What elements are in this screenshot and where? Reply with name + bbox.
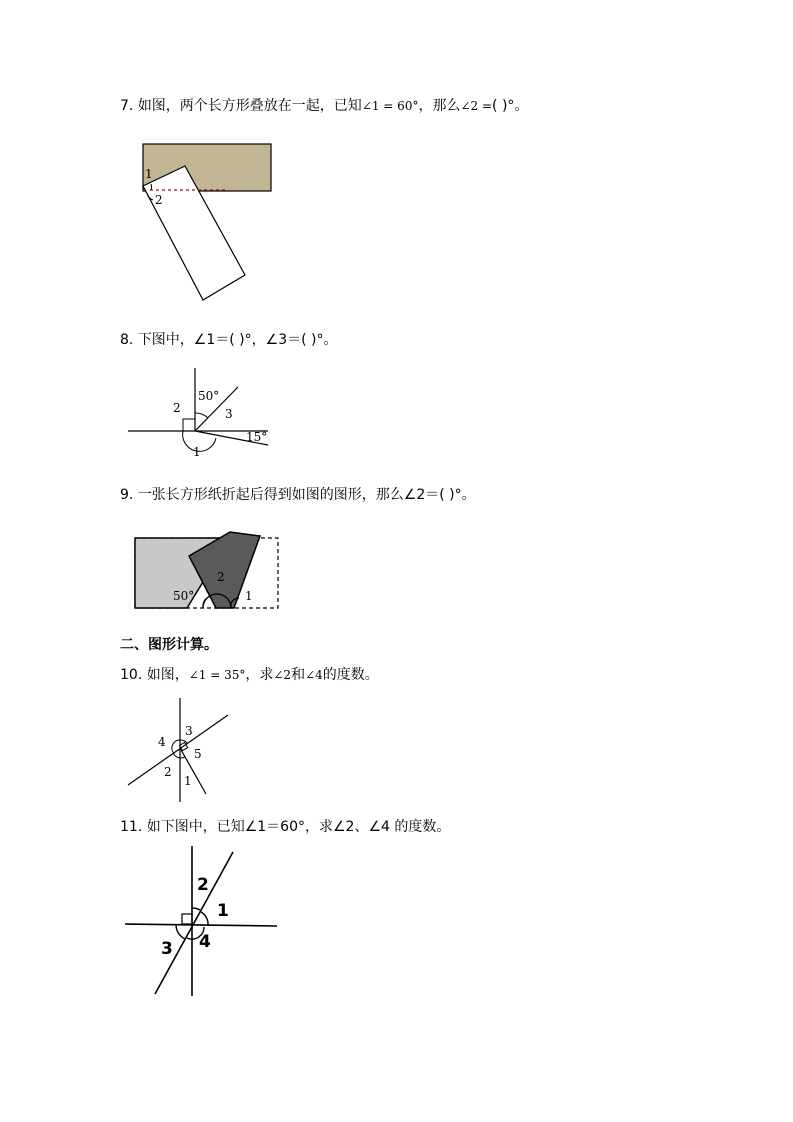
angle-4-arc bbox=[172, 740, 180, 752]
angle-4-label: 4 bbox=[158, 735, 166, 749]
figure-q9 bbox=[133, 528, 283, 616]
angle-5-label: 5 bbox=[194, 747, 202, 761]
question-text: 如图， bbox=[146, 667, 189, 683]
question-number: 9. bbox=[120, 487, 134, 503]
angle-3-label: 3 bbox=[185, 724, 193, 738]
angle-1-label: 1 bbox=[193, 445, 201, 459]
question-8-text bbox=[120, 331, 337, 349]
question-number: 10. bbox=[120, 667, 143, 683]
question-text: 和 bbox=[291, 667, 306, 683]
angle-4-label: 4 bbox=[199, 932, 211, 952]
angle-2-arc bbox=[192, 908, 200, 910]
answer-blank: ( )°。 bbox=[492, 98, 529, 114]
figure-q10 bbox=[126, 698, 231, 804]
question-text: 一张长方形纸折起后得到如图的图形，那么∠2＝( )°。 bbox=[137, 487, 476, 503]
question-text: ，那么 bbox=[418, 98, 461, 114]
angle-3-arc bbox=[176, 925, 185, 939]
angle-50-label: 50° bbox=[173, 589, 195, 603]
question-10-text bbox=[120, 666, 379, 684]
horizontal-line bbox=[125, 924, 277, 926]
angle-2-label: 2 bbox=[197, 875, 209, 895]
angle-3-label: 3 bbox=[161, 939, 173, 959]
figure-q7 bbox=[135, 138, 260, 308]
right-angle-mark bbox=[183, 419, 195, 431]
right-angle-mark bbox=[182, 914, 192, 924]
section-title: 二、图形计算。 bbox=[120, 637, 218, 653]
angle-2-label: 2 bbox=[155, 193, 163, 207]
diagonal-line bbox=[155, 852, 233, 994]
angle-2-label: 2 bbox=[173, 401, 181, 415]
question-7-text bbox=[120, 97, 528, 115]
question-text: 下图中，∠1＝( )°，∠3＝( )°。 bbox=[137, 332, 338, 348]
asked-angle: ∠4 bbox=[305, 668, 323, 682]
diagonal-line bbox=[128, 715, 228, 785]
question-11-text bbox=[120, 818, 450, 836]
question-text: 的度数。 bbox=[322, 667, 379, 683]
question-text: 如图，两个长方形叠放在一起，已知 bbox=[137, 98, 362, 114]
question-9-text bbox=[120, 486, 476, 504]
angle-2-label: 2 bbox=[217, 570, 225, 584]
angle-1-arc bbox=[180, 757, 185, 758]
asked-angle: ∠2 bbox=[273, 668, 292, 682]
angle-50-arc bbox=[195, 413, 208, 418]
angle-1-label: 1 bbox=[145, 167, 153, 181]
angle-15-label: 15° bbox=[246, 430, 268, 444]
figure-q11 bbox=[125, 846, 285, 998]
angle-1-label: 1 bbox=[184, 774, 192, 788]
angle-50-label: 50° bbox=[198, 389, 220, 403]
angle-1-label: 1 bbox=[245, 589, 253, 603]
asked-angle: ∠2 = bbox=[460, 99, 493, 113]
question-number: 7. bbox=[120, 98, 134, 114]
angle-3-label: 3 bbox=[225, 407, 233, 421]
angle-1-label: 1 bbox=[217, 901, 229, 921]
given-angle: ∠1 = 35° bbox=[188, 668, 246, 682]
given-angle: ∠1 = 60° bbox=[361, 99, 419, 113]
question-number: 8. bbox=[120, 332, 134, 348]
figure-q8 bbox=[128, 368, 273, 463]
question-text: 如下图中，已知∠1＝60°，求∠2、∠4 的度数。 bbox=[146, 819, 451, 835]
angle-2-label: 2 bbox=[164, 765, 172, 779]
question-text: ，求 bbox=[245, 667, 274, 683]
question-number: 11. bbox=[120, 819, 143, 835]
angle-1-arc bbox=[201, 912, 208, 925]
